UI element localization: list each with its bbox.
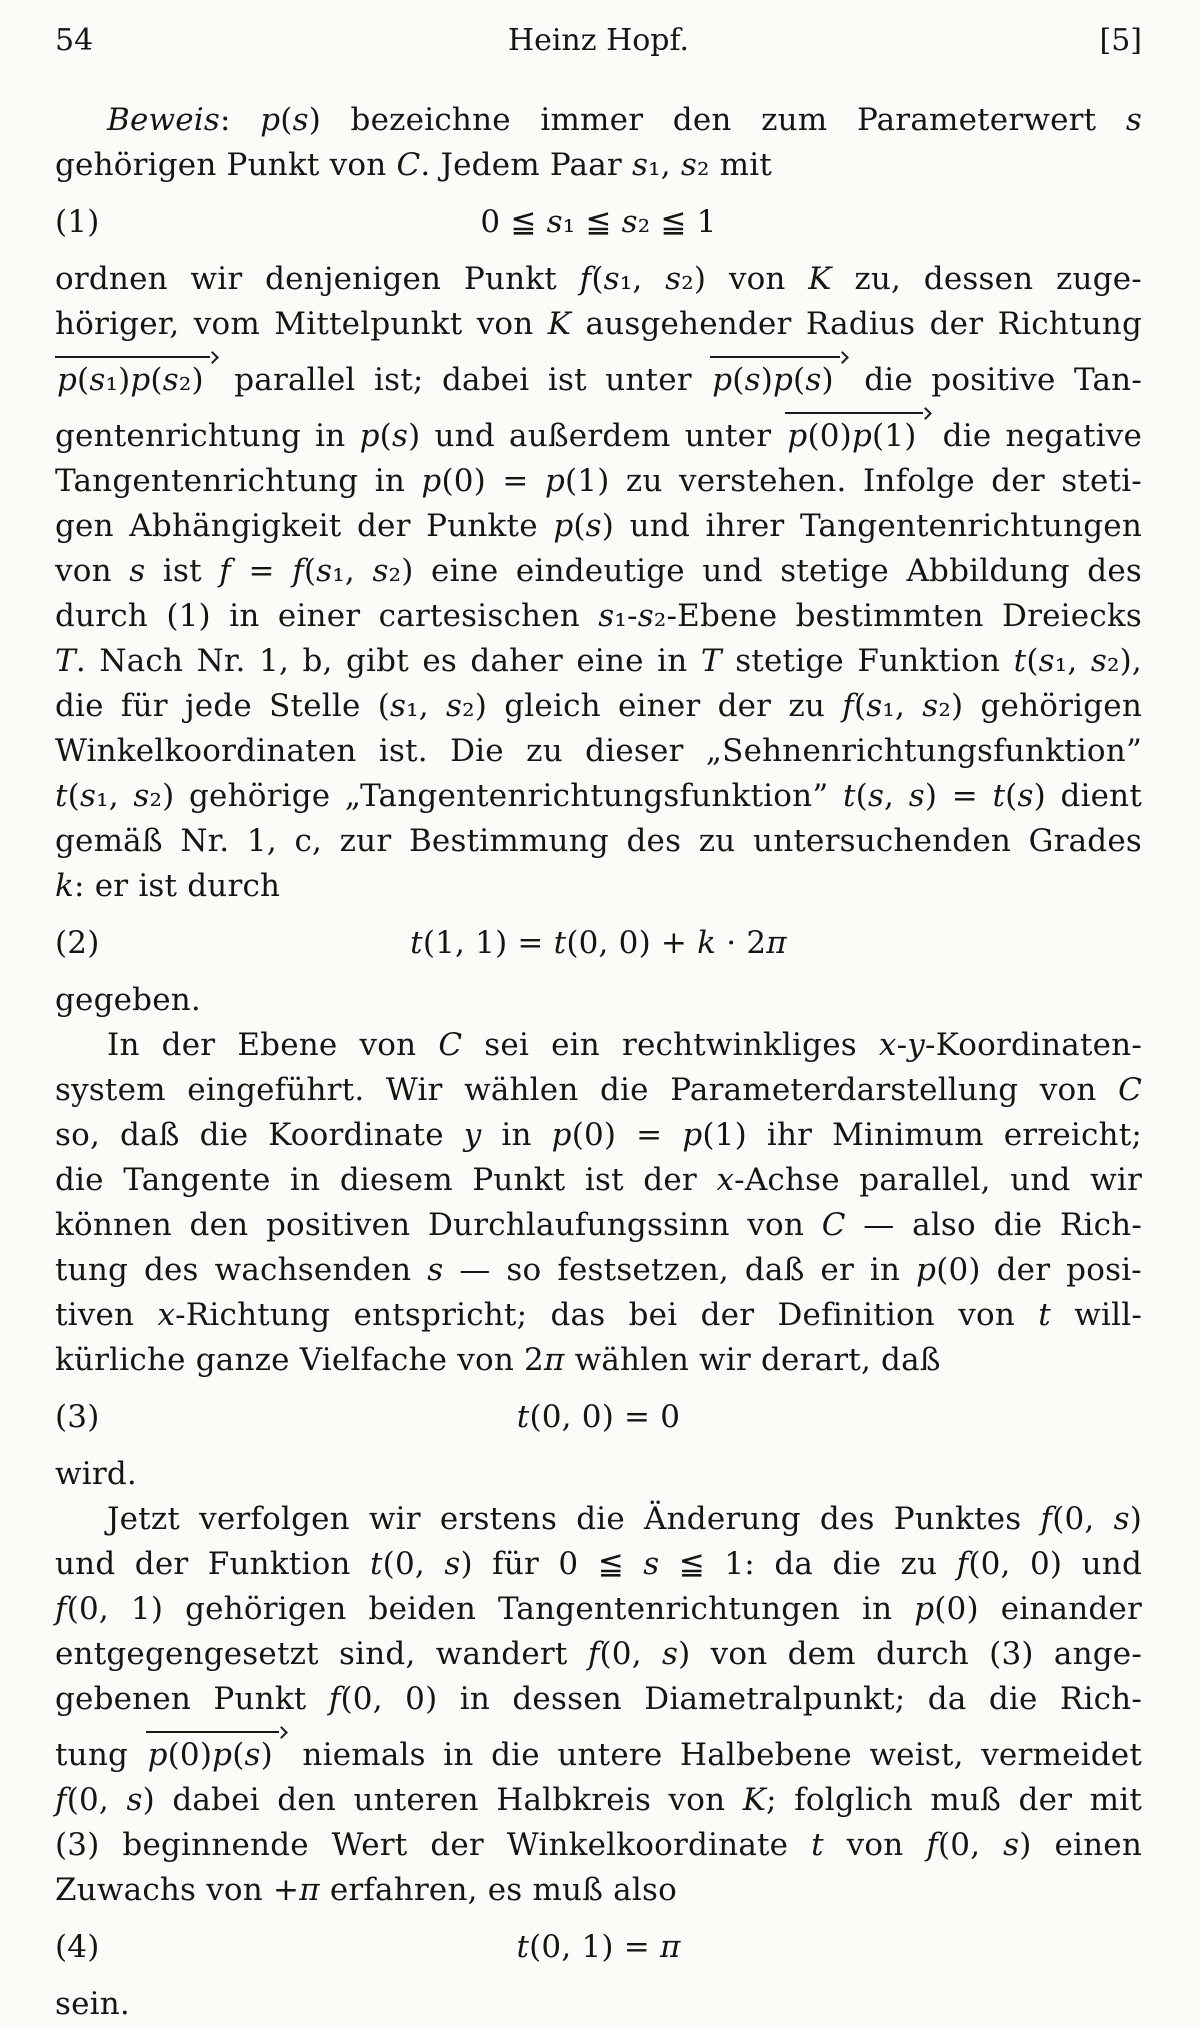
equation-2 [55,921,1142,966]
text-line: die für jede Stelle (s₁, s₂) gleich einer der zu f(s₁, s₂) gehörigen [55,688,1143,724]
equation-4 [55,1925,1142,1970]
text-line: können den positiven Durchlaufungssinn von C — also die Rich- [55,1207,1143,1243]
text-line: und der Funktion t(0, s) für 0 ≦ s ≦ 1: da die zu f(0, 0) und [55,1546,1142,1582]
page-number: 54 [55,23,94,58]
equation-label: (3) [55,1399,100,1435]
text-line: Winkelkoordinaten ist. Die zu dieser „Sehnenrichtungsfunktion” [55,733,1142,769]
paragraph-wird [55,1452,1142,1497]
text-line: t(s₁, s₂) gehörige „Tangentenrichtungsfunktion” t(s, s) = t(s) dient [55,778,1142,814]
text-line: tung p(0)p(s) niemals in die untere Halbebene weist, vermeidet [55,1722,1142,1778]
text-line: Jetzt verfolgen wir erstens die Änderung des Punktes f(0, s) [107,1501,1143,1537]
text-line: tung des wachsenden s — so festsetzen, daß er in p(0) der posi- [55,1252,1142,1288]
text-line: In der Ebene von C sei ein rechtwinkliges x-y-Koordinaten- [107,1027,1143,1063]
vector-arrow-overline: p(s)p(s) [710,356,846,403]
equation-formula: t(0, 1) = π [516,1929,681,1965]
paragraph-tracking-change [55,1497,1142,1913]
text-line: gegeben. [55,982,201,1018]
text-line: ordnen wir denjenigen Punkt f(s₁, s₂) von K zu, dessen zuge- [55,261,1142,297]
equation-formula: 0 ≦ s₁ ≦ s₂ ≦ 1 [480,204,717,240]
text-line: so, daß die Koordinate y in p(0) = p(1) ihr Minimum erreicht; [55,1117,1143,1153]
text-line: Zuwachs von +π erfahren, es muß also [55,1872,677,1908]
running-title: Heinz Hopf. [507,23,690,58]
paragraph-gegeben [55,978,1142,1023]
text-line: wird. [55,1456,137,1492]
text-line: f(0, 1) gehörigen beiden Tangentenrichtungen in p(0) einander [55,1591,1142,1627]
text-line: gentenrichtung in p(s) und außerdem unter p(0)p(1) die negative [55,403,1142,459]
text-line: f(0, s) dabei den unteren Halbkreis von K; folglich muß der mit [55,1782,1142,1818]
text-line: Tangentenrichtung in p(0) = p(1) zu verstehen. Infolge der steti- [55,463,1142,499]
equation-label: (4) [55,1929,100,1965]
paragraph-sein [55,1982,1142,2027]
vector-arrow-overline: p(0)p(1) [785,412,928,459]
text-line: von s ist f = f(s₁, s₂) eine eindeutige und stetige Abbildung des [55,553,1142,589]
text-line: T. Nach Nr. 1, b, gibt es daher eine in T stetige Funktion t(s₁, s₂), [55,643,1142,679]
equation-label: (1) [55,204,100,240]
paragraph-coordinate-system [55,1023,1142,1383]
text-line: (3) beginnende Wert der Winkelkoordinate t von f(0, s) einen [55,1827,1143,1863]
paragraph-proof-opening [55,98,1142,188]
text-line: gen Abhängigkeit der Punkte p(s) und ihrer Tangentenrichtungen [55,508,1142,544]
text-line: gebenen Punkt f(0, 0) in dessen Diametralpunkt; da die Rich- [55,1681,1142,1717]
text-line: höriger, vom Mittelpunkt von K ausgehender Radius der Richtung [55,306,1142,342]
text-line: die Tangente in diesem Punkt ist der x-Achse parallel, und wir [55,1162,1142,1198]
text-line: kürliche ganze Vielfache von 2π wählen wir derart, daß [55,1342,941,1378]
vector-arrow-overline: p(0)p(s) [146,1731,285,1778]
text-line: system eingeführt. Wir wählen die Parameterdarstellung von C [55,1072,1142,1108]
paragraph-proof-continuation [55,257,1142,909]
margin-mark: [5] [1099,23,1142,58]
text-line: durch (1) in einer cartesischen s₁-s₂-Ebene bestimmten Dreiecks [55,598,1142,634]
text-line: entgegengesetzt sind, wandert f(0, s) von dem durch (3) ange- [55,1636,1143,1672]
text-line: k: er ist durch [55,868,281,904]
page-body [55,98,1142,2027]
equation-label: (2) [55,925,100,961]
text-line: p(s₁)p(s₂) parallel ist; dabei ist unter p(s)p(s) die positive Tan- [55,347,1142,403]
equation-1 [55,200,1142,245]
equation-formula: t(1, 1) = t(0, 0) + k · 2π [410,925,787,961]
text-line: tiven x-Richtung entspricht; das bei der Definition von t will- [55,1297,1142,1333]
vector-arrow-overline: p(s₁)p(s₂) [55,356,216,403]
text-line: gehörigen Punkt von C. Jedem Paar s₁, s₂ mit [55,147,773,183]
text-line: Beweis: p(s) bezeichne immer den zum Parameterwert s [107,102,1142,138]
text-line: sein. [55,1986,130,2022]
equation-formula: t(0, 0) = 0 [516,1399,681,1435]
text-line: gemäß Nr. 1, c, zur Bestimmung des zu untersuchenden Grades [55,823,1142,859]
equation-3 [55,1395,1142,1440]
running-header [55,24,1142,58]
